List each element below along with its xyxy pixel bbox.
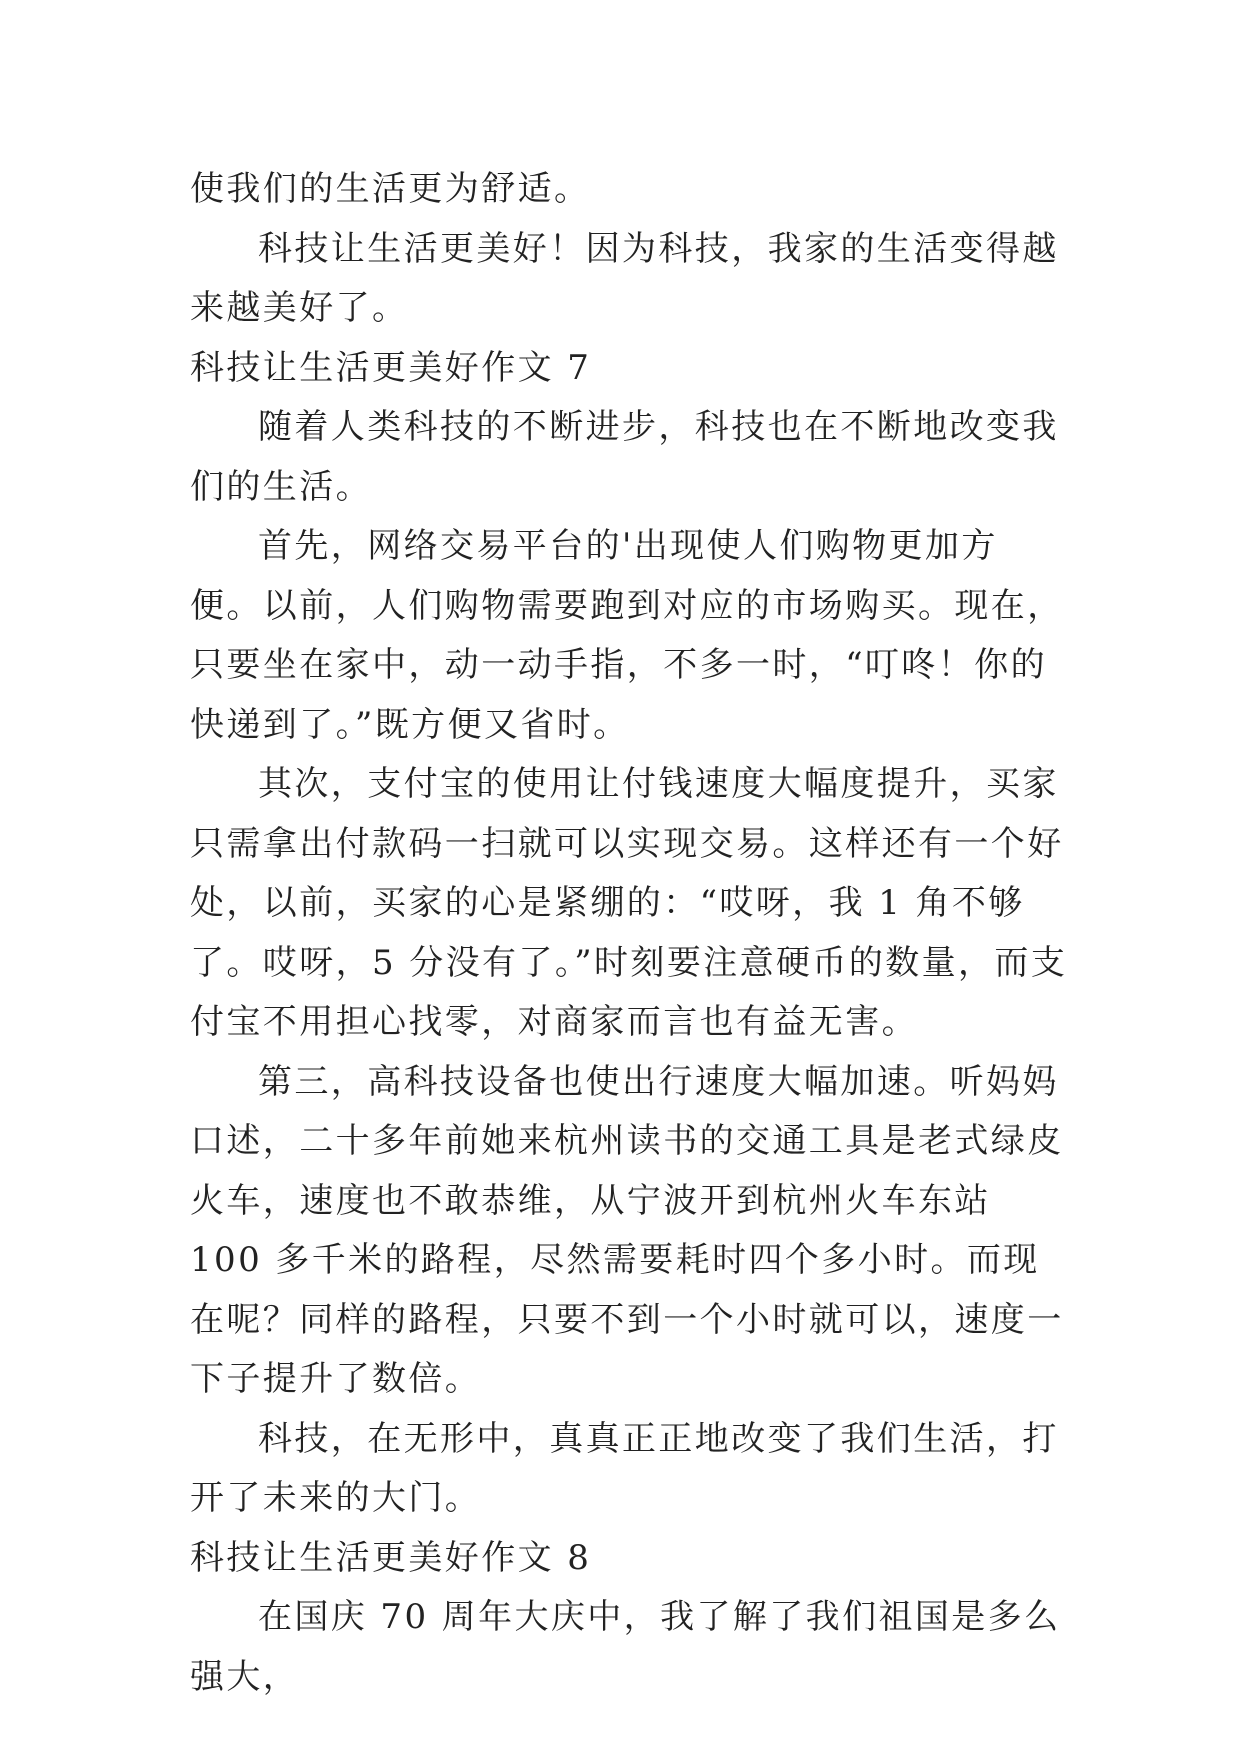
paragraph: 在国庆 70 周年大庆中，我了解了我们祖国是多么强大， xyxy=(190,1597,1061,1697)
paragraph: 其次，支付宝的使用让付钱速度大幅度提升，买家只需拿出付款码一扫就可以实现交易。这样还有一个好处，以前，买家的心是紧绷的：“哎呀，我 1 角不够了。哎呀，5 分没有了。”时刻要注意硬币的数量，而支付宝不用担心找零，对商家而言也有益无害。 xyxy=(190,764,1068,1042)
paragraph: 随着人类科技的不断进步，科技也在不断地改变我们的生活。 xyxy=(190,407,1059,507)
document-body xyxy=(190,160,1070,1707)
paragraph: 科技，在无形中，真真正正地改变了我们生活，打开了未来的大门。 xyxy=(190,1418,1059,1518)
essay-heading: 科技让生活更美好作文 8 xyxy=(190,1537,592,1578)
essay-heading: 科技让生活更美好作文 7 xyxy=(190,347,592,388)
paragraph: 使我们的生活更为舒适。 xyxy=(190,169,591,209)
paragraph: 科技让生活更美好！因为科技，我家的生活变得越来越美好了。 xyxy=(190,228,1059,328)
paragraph: 首先，网络交易平台的'出现使人们购物更加方便。以前，人们购物需要跑到对应的市场购买。现在，只要坐在家中，动一动手指，不多一时，“叮咚！你的快递到了。”既方便又省时。 xyxy=(190,526,1064,745)
paragraph: 第三，高科技设备也使出行速度大幅加速。听妈妈口述，二十多年前她来杭州读书的交通工具是老式绿皮火车，速度也不敢恭维，从宁波开到杭州火车东站 100 多千米的路程，尽然需要耗时四个多小时。而现在呢？同样的路程，只要不到一个小时就可以，速度一下子提升了数倍。 xyxy=(190,1061,1064,1399)
